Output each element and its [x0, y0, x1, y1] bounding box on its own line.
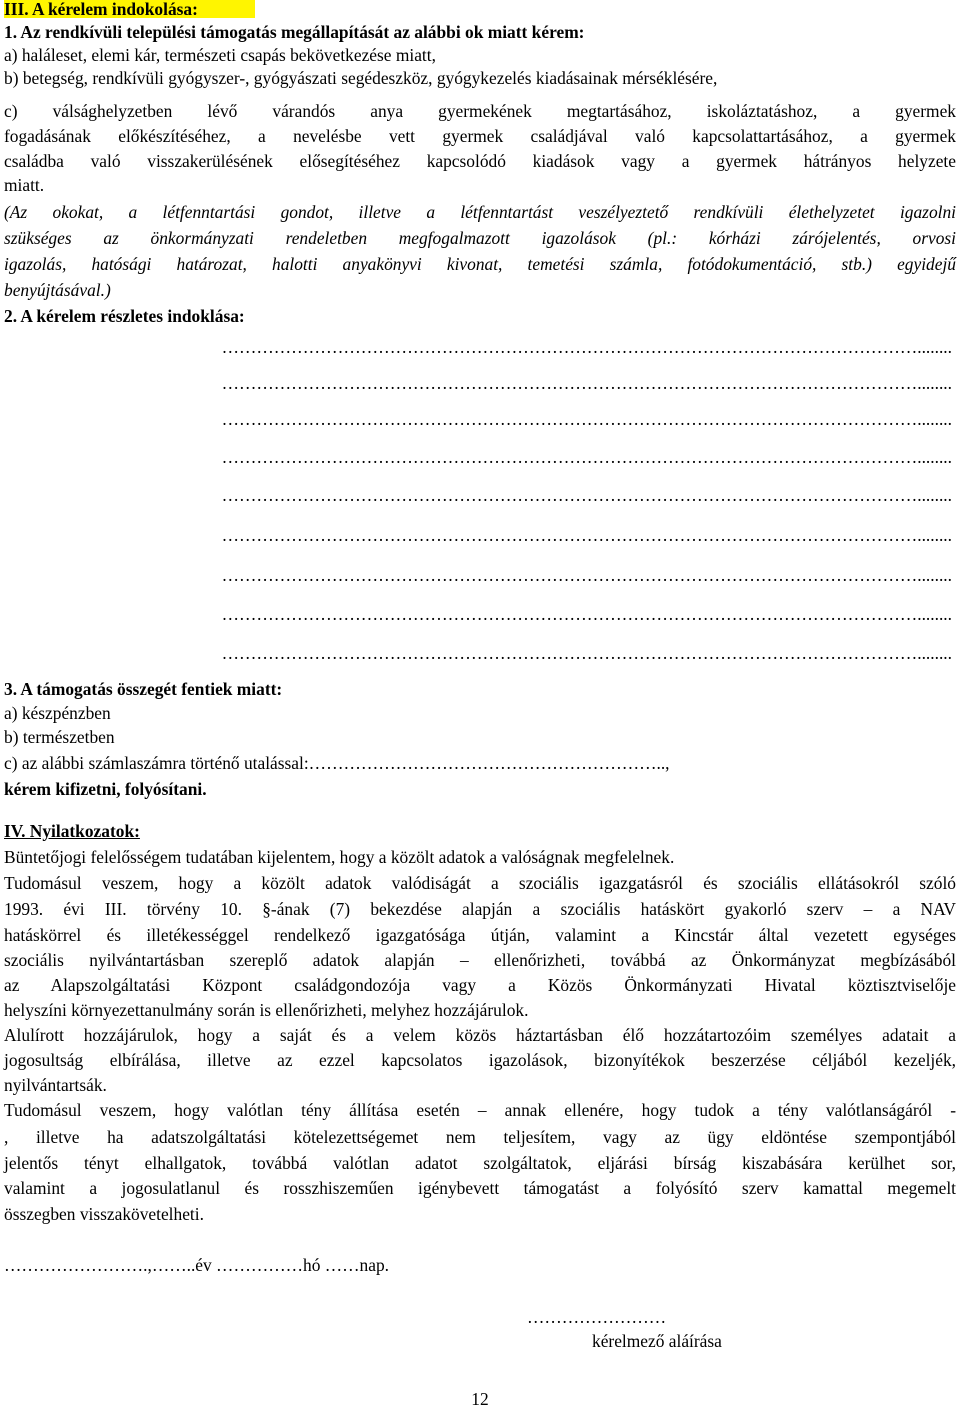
date-line[interactable]: …………………….,……..év ……………hó ……nap.: [4, 1255, 389, 1275]
declaration-line: Tudomásul veszem, hogy a közölt adatok valódiságát a szociális igazgatásról és szociális ellátásokról szóló: [4, 873, 956, 893]
heading-text: III. A kérelem indokolása:: [4, 0, 198, 19]
fill-line[interactable]: …………………………………………………………………………………………………………........: [221, 525, 952, 545]
fill-line[interactable]: …………………………………………………………………………………………………………........: [221, 643, 952, 663]
section-heading-iii: [4, 0, 956, 20]
fill-line[interactable]: …………………………………………………………………………………………………………........: [221, 409, 952, 429]
declaration-line: összegben visszakövetelheti.: [4, 1204, 204, 1224]
note-line: benyújtásával.): [4, 280, 111, 300]
payment-option-a[interactable]: a) készpénzben: [4, 703, 111, 723]
declaration-line: valamint a jogosulatlanul és rosszhiszeműen igénybevett támogatást a folyósító szerv kamattal megemelt: [4, 1178, 956, 1198]
declaration-line: Büntetőjogi felelősségem tudatában kijelentem, hogy a közölt adatok a valóságnak megfelelnek.: [4, 847, 675, 867]
reason-title: 1. Az rendkívüli települési támogatás megállapítását az alábbi ok miatt kérem:: [4, 22, 585, 42]
fill-line[interactable]: …………………………………………………………………………………………………………........: [221, 604, 952, 624]
reason-item-c-line: családba való visszakerülésének elősegítéséhez kapcsolódó kiadások vagy a gyermek hátrányos helyzete: [4, 151, 956, 171]
reason-item-c-line: fogadásának előkészítéséhez, a nevelésbe vett gyermek családjával való kapcsolattartásához, a gyermek: [4, 126, 956, 146]
declaration-line: az Alapszolgáltatási Központ családgondozója vagy a Közös Önkormányzati Hivatal köztisztviselője: [4, 975, 956, 995]
declaration-line: szociális nyilvántartásban szereplő adatok alapján – ellenőrizheti, továbbá az Önkormányzat megbízásából: [4, 950, 956, 970]
declaration-line: hatáskörrel és illetékességgel rendelkező igazgatósága útján, valamint a Kincstár által vezetett egységes: [4, 925, 956, 945]
reason-item-c-line: miatt.: [4, 175, 45, 195]
fill-line[interactable]: …………………………………………………………………………………………………………........: [221, 485, 952, 505]
signature-line[interactable]: ……………………: [527, 1307, 667, 1327]
reason-item-a: a) haláleset, elemi kár, természeti csapás bekövetkezése miatt,: [4, 45, 436, 65]
payment-request: kérem kifizetni, folyósítani.: [4, 779, 207, 799]
payment-option-c[interactable]: c) az alábbi számlaszámra történő utalással:……………………………………………………..,: [4, 753, 670, 773]
fill-line[interactable]: …………………………………………………………………………………………………………........: [221, 373, 952, 393]
section-heading-iv: IV. Nyilatkozatok:: [4, 821, 140, 841]
declaration-line: jelentős tényt elhallgatok, továbbá valótlan adatot szolgáltatok, eljárási bírság kiszabására kerülhet sor,: [4, 1153, 956, 1173]
signature-label: kérelmező aláírása: [592, 1331, 722, 1351]
declaration-line: Alulírott hozzájárulok, hogy a saját és a velem közös háztartásban élő hozzátartozóim személyes adatait a: [4, 1025, 956, 1045]
declaration-line: Tudomásul veszem, hogy valótlan tény állítása esetén – annak ellenére, hogy tudok a tény valótlanságáról -: [4, 1100, 956, 1120]
reason-item-b: b) betegség, rendkívüli gyógyszer-, gyógyászati segédeszköz, gyógykezelés kiadásainak mérséklésére,: [4, 68, 718, 88]
note-line: (Az okokat, a létfenntartási gondot, illetve a létfenntartást veszélyeztető rendkívüli élethelyzetet igazolni: [4, 202, 956, 222]
reason-item-c-line: c) válsághelyzetben lévő várandós anya gyermekének megtartásához, iskoláztatáshoz, a gyermek: [4, 101, 956, 121]
note-line: igazolás, hatósági határozat, halotti anyakönyvi kivonat, temetési számla, fotódokumentáció, stb.) egyidejű: [4, 254, 956, 274]
fill-line[interactable]: …………………………………………………………………………………………………………........: [221, 447, 952, 467]
fill-line[interactable]: …………………………………………………………………………………………………………........: [221, 565, 952, 585]
payment-option-b[interactable]: b) természetben: [4, 727, 115, 747]
declaration-line: 1993. évi III. törvény 10. §-ának (7) bekezdése alapján a szociális hatáskört gyakorló szerv – a NAV: [4, 899, 956, 919]
declaration-line: jogosultság elbírálása, illetve az ezzel kapcsolatos igazolások, bizonyítékok beszerzése céljából kezeljék,: [4, 1050, 956, 1070]
declaration-line: nyilvántartsák.: [4, 1075, 107, 1095]
declaration-line: helyszíni környezettanulmány során is ellenőrizheti, melyhez hozzájárulok.: [4, 1000, 529, 1020]
declaration-line: , illetve ha adatszolgáltatási kötelezettségemet nem teljesítem, vagy az ügy eldöntése szempontjából: [4, 1127, 956, 1147]
fill-line[interactable]: …………………………………………………………………………………………………………........: [221, 337, 952, 357]
page-number: 12: [471, 1389, 489, 1409]
amount-title: 3. A támogatás összegét fentiek miatt:: [4, 679, 283, 699]
note-line: szükséges az önkormányzati rendeletben megfogalmazott igazolások (pl.: kórházi zárójelentés, orvosi: [4, 228, 956, 248]
detailed-reason-title: 2. A kérelem részletes indoklása:: [4, 306, 245, 326]
